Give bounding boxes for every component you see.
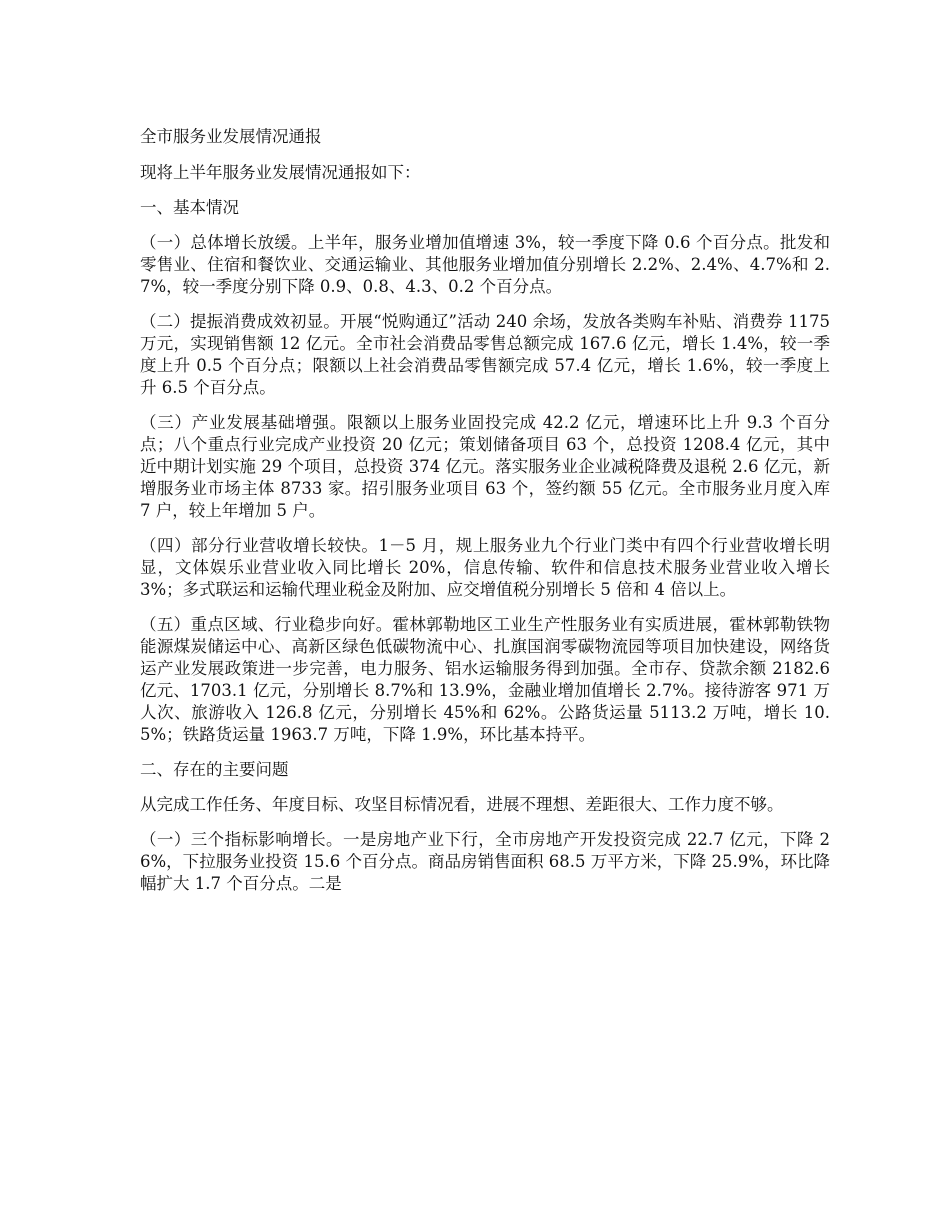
section-heading-basic-situation: 一、基本情况	[140, 198, 239, 217]
paragraph-progress-assessment: 从完成工作任务、年度目标、攻坚目标情况看，进展不理想、差距很大、工作力度不够。	[140, 795, 784, 814]
document-title: 全市服务业发展情况通报	[140, 127, 322, 146]
paragraph-three-indicators: （一）三个指标影响增长。一是房地产业下行，全市房地产开发投资完成 22.7 亿元，下降 26%，下拉服务业投资 15.6 个百分点。商品房销售面积 68.5 万平方米，下降 25.9%，环比降幅扩大 1.7 个百分点。二是	[140, 830, 830, 893]
paragraph-overall-growth: （一）总体增长放缓。上半年，服务业增加值增速 3%，较一季度下降 0.6 个百分点。批发和零售业、住宿和餐饮业、交通运输业、其他服务业增加值分别增长 2.2%、2.4%、4.7%和 2.7%，较一季度分别下降 0.9、0.8、4.3、0.2 个百分点。	[140, 233, 830, 296]
paragraph-revenue-growth: （四）部分行业营收增长较快。1－5 月，规上服务业九个行业门类中有四个行业营收增长明显，文体娱乐业营业收入同比增长 20%，信息传输、软件和信息技术服务业营业收入增长 3%；多式联运和运输代理业税金及附加、应交增值税分别增长 5 倍和 4 倍以上。	[140, 536, 830, 599]
paragraph-industry-foundation: （三）产业发展基础增强。限额以上服务业固投完成 42.2 亿元，增速环比上升 9.3 个百分点；八个重点行业完成产业投资 20 亿元；策划储备项目 63 个，总投资 1208.4 亿元，其中近中期计划实施 29 个项目，总投资 374 亿元。落实服务业企业减税降费及退税 2.6 亿元，新增服务业市场主体 8733 家。招引服务业项目 63 个，签约额 55 亿元。全市服务业月度入库 7 户，较上年增加 5 户。	[140, 413, 830, 520]
paragraph-consumption: （二）提振消费成效初显。开展“悦购通辽”活动 240 余场，发放各类购车补贴、消费券 1175 万元，实现销售额 12 亿元。全市社会消费品零售总额完成 167.6 亿元，增长 1.4%，较一季度上升 0.5 个百分点；限额以上社会消费品零售额完成 57.4 亿元，增长 1.6%，较一季度上升 6.5 个百分点。	[140, 312, 830, 397]
intro-paragraph: 现将上半年服务业发展情况通报如下：	[140, 163, 421, 182]
paragraph-key-regions: （五）重点区域、行业稳步向好。霍林郭勒地区工业生产性服务业有实质进展，霍林郭勒铁物能源煤炭储运中心、高新区绿色低碳物流中心、扎旗国润零碳物流园等项目加快建设，网络货运产业发展政策进一步完善，电力服务、铝水运输服务得到加强。全市存、贷款余额 2182.6 亿元、1703.1 亿元，分别增长 8.7%和 13.9%，金融业增加值增长 2.7%。接待游客 971 万人次、旅游收入 126.8 亿元，分别增长 45%和 62%。公路货运量 5113.2 万吨，增长 10.5%；铁路货运量 1963.7 万吨，下降 1.9%，环比基本持平。	[140, 615, 830, 744]
section-heading-main-problems: 二、存在的主要问题	[140, 760, 289, 779]
document-body	[140, 126, 830, 908]
